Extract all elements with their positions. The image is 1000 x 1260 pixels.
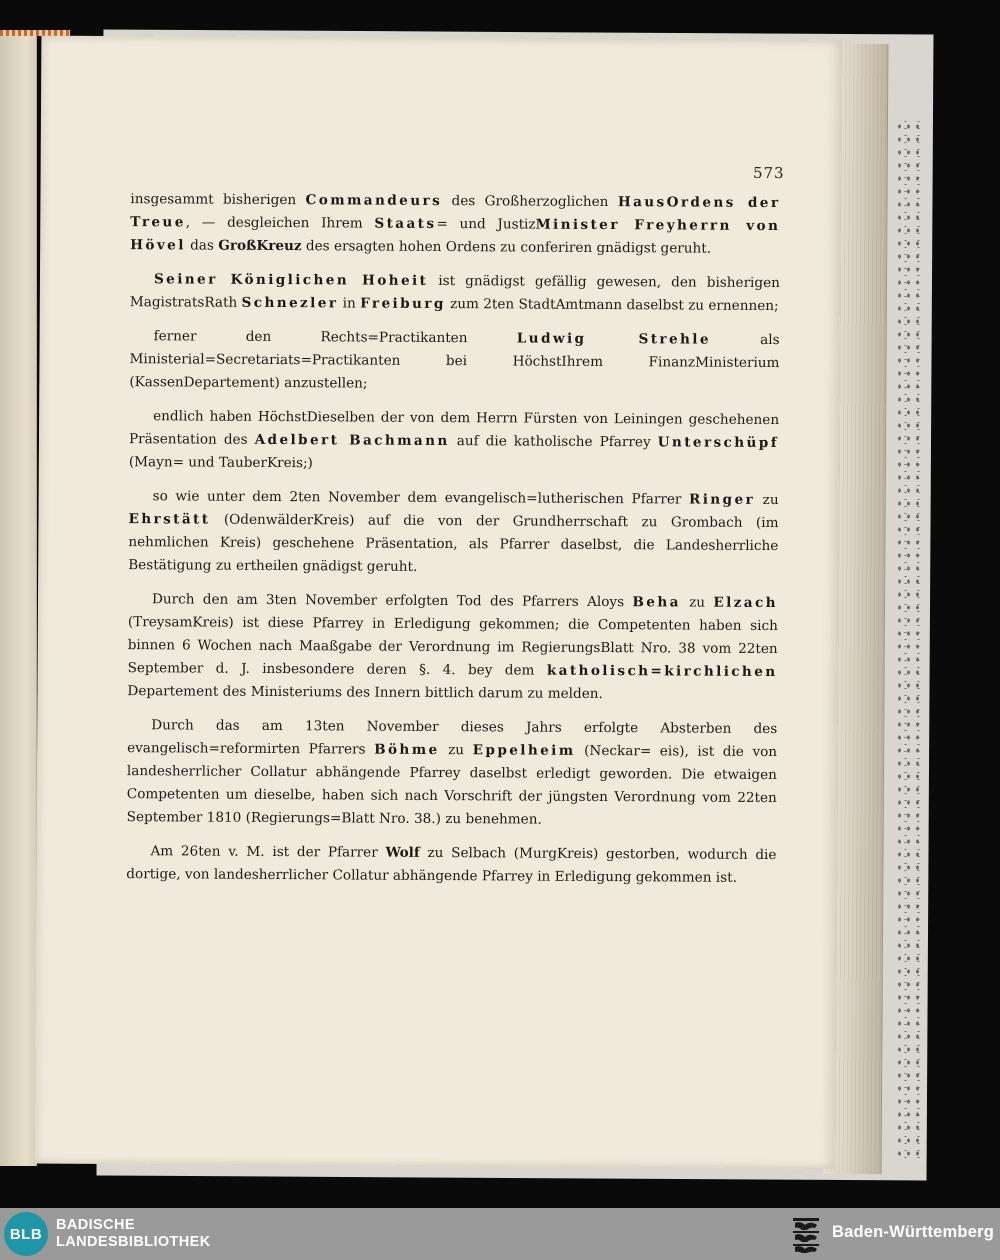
book-page [35,36,842,1169]
emphasized-text: Staats [374,215,437,232]
paragraph [126,840,776,890]
text-run: zum 2ten StadtAmtmann daselbst zu ernennen; [445,296,779,315]
text-run: des Großherzoglichen [442,193,618,211]
text-run: zu Selbach (MurgKreis) gestorben, wodurch die dortige, von landesherrlicher Collatur abhängende Pfarrey in Erledigung gekommen ist. [126,844,777,886]
text-run: (Neckar= eis), ist die von landesherrlicher Collatur abhängende Pfarrey daselbst erledigt geworden. Die etwaigen Competenten um dieselbe, haben sich nach Vorschrift der jüngsten Verordnung vom 22ten September 1810 (Regierungs=Blatt Nro. 38.) zu benehmen. [126,742,778,828]
text-run: das [185,237,219,254]
text-run: , — desgleichen Ihrem [185,214,375,232]
library-name-line-1: BADISCHE [56,1217,135,1233]
text-run: (OdenwälderKreis) auf die von der Grundherrschaft zu Grombach (im nehmlichen Kreis) geschehene Präsentation, als Pfarrer daselbst, die Landesherrliche Bestätigung zu ertheilen gnädigst geruht. [128,511,779,575]
emphasized-text: Beha [632,594,681,611]
emphasized-text: Eppelheim [472,742,576,759]
facing-page-edge [0,36,37,1166]
paragraph [129,325,779,398]
blb-logo-text: BLB [9,1225,43,1243]
text-run: ist gnädigst gefällig gewesen, den bisherigen MagistratsRath [129,272,780,311]
text-run: so wie unter dem 2ten November dem evangelisch=lutherischen Pfarrer [152,488,690,508]
paragraph [130,268,780,318]
text-run: zu [680,594,714,611]
text-run: Durch das am 13ten November dieses Jahrs erfolgte Absterben des evangelisch=reformirten Pfarrers [127,717,778,758]
text-run: endlich haben HöchstDieselben der von dem Herrn Fürsten von Leiningen geschehenen Präsentation des [128,408,780,448]
text-run: = und Justiz [436,215,536,233]
text-run: insgesammt bisherigen [130,191,306,209]
text-run: (Mayn= und TauberKreis;) [128,454,313,472]
coat-of-arms-lions-icon [790,1214,822,1254]
paragraph [127,588,778,707]
text-run: als Ministerial=Secretariats=Practikanten bei HöchstIhrem FinanzMinisterium (KassenDepartement) anzustellen; [129,331,780,392]
text-run: des ersagten hohen Ordens zu conferiren gnädigst geruht. [301,238,712,257]
text-run: (TreysamKreis) ist diese Pfarrey in Erledigung gekommen; die Competenten haben sich binnen 6 Wochen nach Maaßgabe der Verordnung im RegierungsBlatt Nro. 38 vom 22ten September d. J. insbesondere deren §. 4. bey dem [127,614,778,679]
emphasized-text: katholisch=kirchlichen [546,662,778,681]
emphasized-text: Unterschüpf [657,434,780,452]
emphasized-text: Ehrstätt [128,511,211,528]
text-run: zu [439,742,473,759]
board-speckle [895,120,925,1160]
library-name[interactable] [56,1217,211,1251]
emphasized-text: Ringer [688,491,756,508]
text-run: auf die katholische Pfarrey [449,433,658,451]
text-run: in [338,295,361,312]
text-run: zu [755,491,779,509]
emphasized-text: Seiner Königlichen Hoheit [153,271,429,289]
emphasized-text: Minister Freyherrn von Hövel [130,216,781,254]
emphasized-text: Schnezler [241,294,339,312]
emphasized-text: GroßKreuz [218,237,302,255]
emphasized-text: Freiburg [360,295,446,313]
library-name-line-2: LANDESBIBLIOTHEK [56,1234,211,1250]
emphasized-text: Commandeurs [305,192,443,210]
paragraph [130,188,780,261]
text-run: Am 26ten v. M. ist der Pfarrer [150,843,386,861]
text-run: ferner den Rechts=Practikanten [153,328,517,347]
emphasized-text: Böhme [374,741,440,759]
emphasized-text: Ludwig Strehle [516,330,711,348]
text-run: Departement des Ministeriums des Innern bittlich darum zu melden. [127,683,603,703]
page-number: 573 [752,163,785,183]
blb-logo[interactable] [4,1212,48,1256]
text-run: Durch den am 3ten November erfolgten Tod des Pfarrers Aloys [151,591,633,611]
paragraph [128,485,779,581]
emphasized-text: Elzach [713,594,779,612]
emphasized-text: Adelbert Bachmann [254,431,450,450]
paragraph [127,714,778,833]
footer-bar [0,1208,1000,1260]
emphasized-text: HausOrdens der Treue [130,194,781,231]
paragraph [129,405,779,478]
emphasized-text: Wolf [385,844,420,861]
state-name[interactable]: Baden-Württemberg [832,1223,994,1241]
text-block [126,188,780,901]
